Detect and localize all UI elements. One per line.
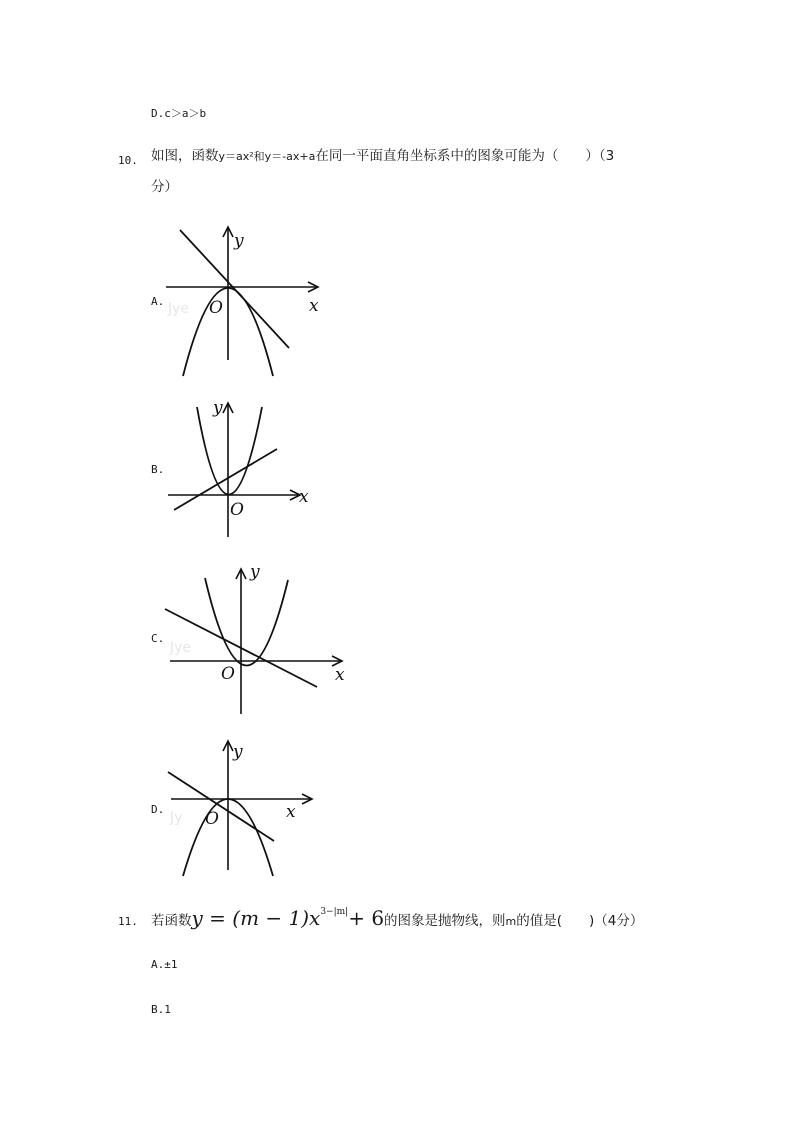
q10-text-c: y＝-ax+a <box>264 150 316 163</box>
x-label-d: x <box>286 802 296 822</box>
watermark-d: Jy <box>170 810 183 826</box>
x-label-b: x <box>299 487 309 507</box>
q10-text-a: 如图，函数 <box>151 148 219 164</box>
question-10-text-line2: 分） <box>151 179 178 195</box>
y-label-d: y <box>233 742 243 762</box>
x-label-c: x <box>335 665 345 685</box>
q11-var: m <box>505 915 517 928</box>
y-label-c: y <box>250 562 260 582</box>
y-label-b: y <box>213 398 223 418</box>
option-a-label: A. <box>151 295 165 308</box>
q11-formula-main: y = (m − 1)x <box>191 906 321 930</box>
q10-text-d: 在同一平面直角坐标系中的图象可能为（ ）（3 <box>315 148 615 164</box>
option-d-prev: D.c＞a＞b <box>151 107 207 120</box>
q11-prefix: 若函数 <box>151 913 192 929</box>
line-d <box>168 772 274 841</box>
q11-suffix: 的图象是抛物线，则 <box>384 913 506 929</box>
question-10-number: 10. <box>118 154 138 167</box>
origin-label-a: O <box>209 298 223 318</box>
option-c-label: C. <box>151 632 165 645</box>
x-label-a: x <box>309 296 319 316</box>
question-11-number: 11. <box>118 915 138 928</box>
option-d-label: D. <box>151 803 165 816</box>
origin-label-b: O <box>230 500 244 520</box>
q11-option-a: A.±1 <box>151 958 178 971</box>
y-label-a: y <box>234 231 244 251</box>
q10-text-b: y＝ax²和 <box>218 150 265 163</box>
option-b-label: B. <box>151 463 165 476</box>
q11-option-b: B.1 <box>151 1003 171 1016</box>
watermark-c: Jye <box>170 640 192 656</box>
question-11-text <box>151 903 643 931</box>
q11-formula-exponent: 3−|m| <box>320 907 349 917</box>
q11-formula <box>192 906 385 930</box>
watermark-a: Jye <box>168 301 190 317</box>
origin-label-d: O <box>205 809 219 829</box>
q11-suffix2: 的值是( )（4分） <box>516 913 644 929</box>
origin-label-c: O <box>221 664 235 684</box>
q11-formula-tail: + 6 <box>348 906 385 930</box>
